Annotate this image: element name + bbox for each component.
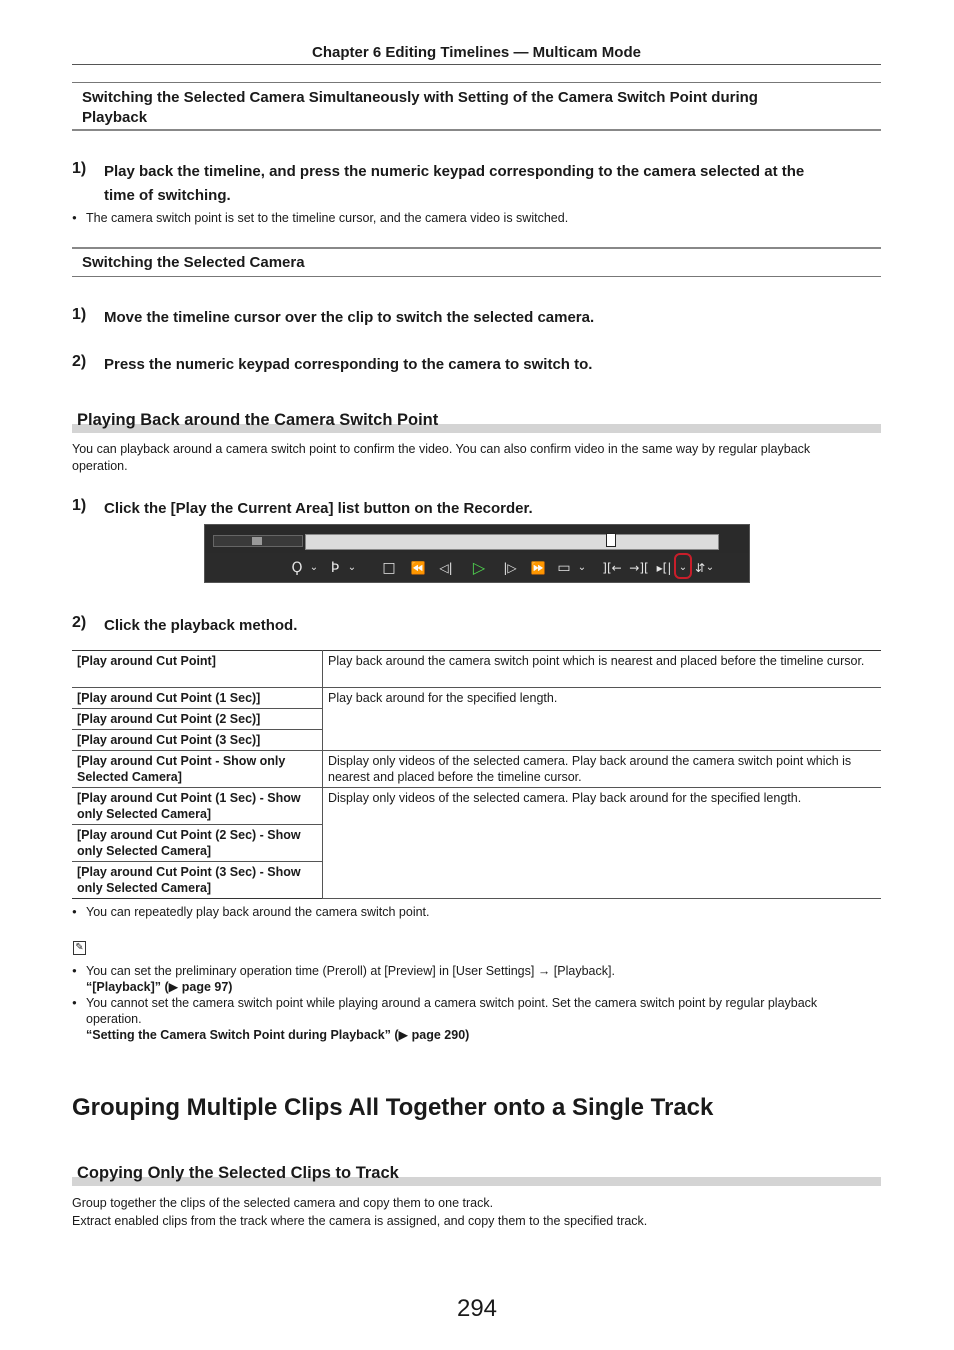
step-line-2: time of switching. <box>104 187 231 204</box>
method-cell: [Play around Cut Point - Show only Selected Camera] <box>72 751 323 788</box>
note-text: ● You can set the preliminary operation time (Preroll) at [Preview] in [User Settings] → [Playback]. <box>86 964 615 978</box>
step-text: Click the [Play the Current Area] list button on the Recorder. <box>104 500 533 517</box>
paragraph: Group together the clips of the selected camera and copy them to one track. <box>72 1196 494 1210</box>
cross-reference-link[interactable]: “Setting the Camera Switch Point during Playback” (▶ page 290) <box>86 1028 470 1042</box>
note-text-line-1: ● You cannot set the camera switch point while playing around a camera switch point. Set the camera switch point by regular playback <box>86 996 818 1010</box>
step-text: Click the playback method. <box>104 617 298 634</box>
step-number: 2) <box>72 353 87 370</box>
table-row <box>72 751 881 788</box>
section-title-grouping: Grouping Multiple Clips All Together onto a Single Track <box>72 1094 714 1121</box>
set-in-list-icon[interactable]: ⌄ <box>309 562 319 573</box>
play-icon[interactable]: ▷ <box>472 558 486 577</box>
step-back-icon[interactable]: ◁| <box>439 561 453 575</box>
note-item <box>72 995 872 1043</box>
step-text: Move the timeline cursor over the clip to switch the selected camera. <box>104 309 595 326</box>
step-number: 1) <box>72 306 87 323</box>
set-out-icon[interactable]: Ϸ <box>330 560 340 576</box>
chapter-header: Chapter 6 Editing Timelines — Multicam Mode <box>312 44 641 61</box>
bullet-item: ● The camera switch point is set to the timeline cursor, and the camera video is switched. <box>72 210 872 226</box>
set-in-icon[interactable]: Ϙ <box>291 560 303 576</box>
desc-cell: Display only videos of the selected camera. Play back around for the specified length. <box>323 788 882 899</box>
step-number: 2) <box>72 614 87 631</box>
subheading-copying <box>72 1164 881 1186</box>
intro-line-1: You can playback around a camera switch point to confirm the video. You can also confirm video in the same way by regular playback <box>72 442 811 456</box>
loop-list-icon[interactable]: ⌄ <box>577 562 587 573</box>
method-cell: [Play around Cut Point (1 Sec)] <box>72 688 323 709</box>
cross-reference-link[interactable]: “[Playback]” (▶ page 97) <box>86 980 233 994</box>
rewind-icon[interactable]: ⏪ <box>410 561 426 575</box>
intro-paragraph <box>72 441 872 474</box>
step-text: Press the numeric keypad corresponding to the camera to switch to. <box>104 356 593 373</box>
note-icon: ✎ <box>73 941 86 955</box>
position-slider[interactable] <box>305 534 719 550</box>
step-number: 1) <box>72 497 87 514</box>
header-rule <box>72 64 881 65</box>
playback-methods-table <box>72 650 881 899</box>
recorder-toolbar <box>204 524 750 583</box>
paragraph: Extract enabled clips from the track where the camera is assigned, and copy them to the specified track. <box>72 1214 648 1228</box>
method-cell: [Play around Cut Point (3 Sec)] <box>72 730 323 751</box>
recorder-position-bar <box>205 525 749 553</box>
set-out-list-icon[interactable]: ⌄ <box>347 562 357 573</box>
shuttle-knob[interactable] <box>252 537 262 545</box>
heading-line-1: Switching the Selected Camera Simultaneously with Setting of the Camera Switch Point during <box>82 89 758 106</box>
table-row <box>72 688 881 709</box>
heading-line-2: Playback <box>82 109 148 126</box>
step-text <box>104 160 874 208</box>
subheading-text: Playing Back around the Camera Switch Point <box>77 411 439 429</box>
desc-cell: Play back around for the specified length. <box>323 688 882 751</box>
play-current-area-list-icon[interactable]: ⌄ <box>678 562 688 573</box>
method-cell: [Play around Cut Point] <box>72 651 323 688</box>
loop-icon[interactable]: ▭ <box>557 560 571 576</box>
play-current-area-icon[interactable]: ▸[| <box>656 561 672 575</box>
table-row <box>72 651 881 688</box>
page-number: 294 <box>456 1295 498 1322</box>
sync-list-icon[interactable]: ⌄ <box>705 562 715 573</box>
intro-line-2: operation. <box>72 458 128 473</box>
section-heading-switch-during-playback <box>72 82 881 131</box>
recorder-button-bar <box>205 553 749 582</box>
note-item <box>72 963 872 995</box>
shuttle-slider[interactable] <box>213 535 303 547</box>
jump-to-in-icon[interactable]: ][← <box>602 561 622 575</box>
desc-cell: Display only videos of the selected camera. Play back around the camera switch point which is nearest and placed before the timeline cursor. <box>323 751 882 788</box>
fast-forward-icon[interactable]: ⏩ <box>530 561 546 575</box>
method-cell: [Play around Cut Point (3 Sec) - Show only Selected Camera] <box>72 862 323 899</box>
bullet-item: ● You can repeatedly play back around the camera switch point. <box>72 904 872 920</box>
step-number: 1) <box>72 160 87 177</box>
method-cell: [Play around Cut Point (2 Sec) - Show only Selected Camera] <box>72 825 323 862</box>
step-line-1: Play back the timeline, and press the numeric keypad corresponding to the camera selected at the <box>104 163 805 180</box>
table-row <box>72 788 881 825</box>
position-thumb[interactable] <box>606 533 616 547</box>
stop-icon[interactable]: □ <box>382 560 396 576</box>
method-cell: [Play around Cut Point (1 Sec) - Show only Selected Camera] <box>72 788 323 825</box>
desc-cell: Play back around the camera switch point which is nearest and placed before the timeline cursor. <box>323 651 882 688</box>
sync-icon[interactable]: ⇵ <box>694 561 706 575</box>
subheading-text: Copying Only the Selected Clips to Track <box>77 1164 399 1182</box>
jump-to-out-icon[interactable]: →][ <box>629 561 649 575</box>
step-forward-icon[interactable]: |▷ <box>503 561 517 575</box>
subheading-playing-back <box>72 411 881 433</box>
note-text-line-2: operation. <box>86 1012 142 1026</box>
method-cell: [Play around Cut Point (2 Sec)] <box>72 709 323 730</box>
section-heading-switch-camera: Switching the Selected Camera <box>72 247 881 277</box>
